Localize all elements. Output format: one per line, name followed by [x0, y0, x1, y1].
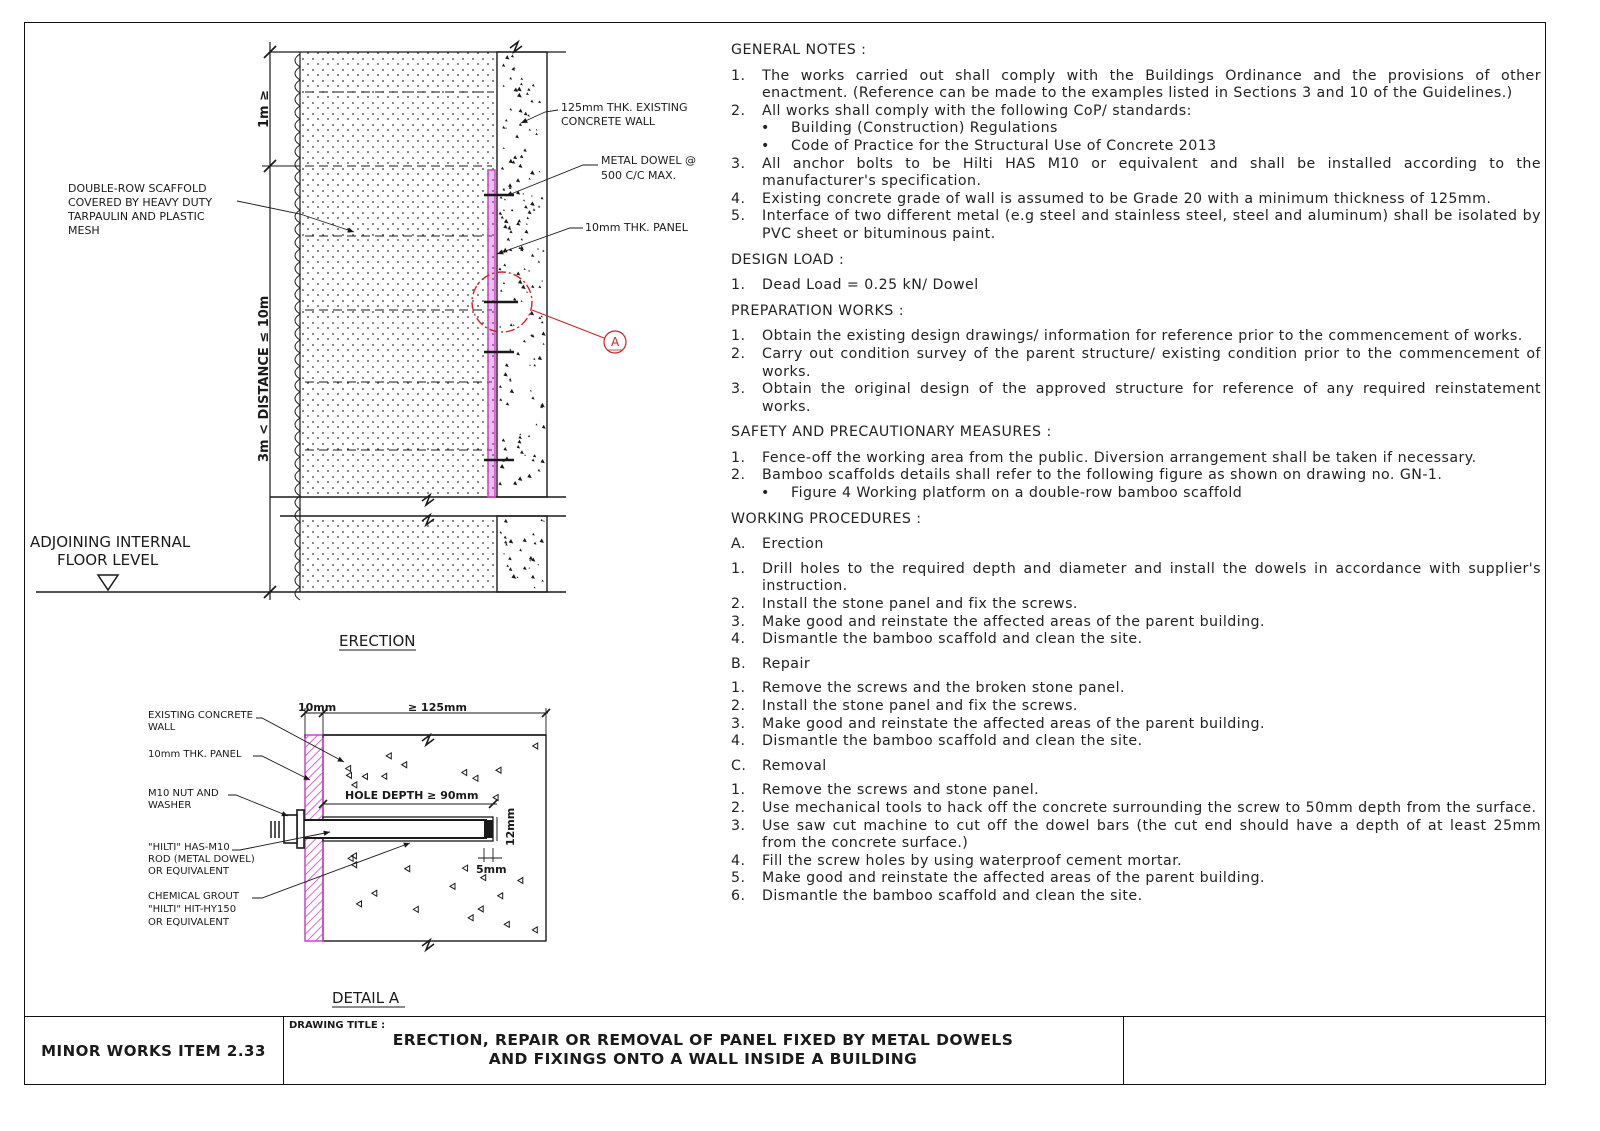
- procedure-group-heading: [731, 656, 1541, 674]
- dim-wall-text: ≥ 125mm: [408, 701, 467, 714]
- drawing-title-line-2: AND FIXINGS ONTO A WALL INSIDE A BUILDING: [488, 1050, 918, 1068]
- note-item: [731, 888, 1541, 906]
- note-item: [731, 156, 1541, 191]
- note-text: Dismantle the bamboo scaffold and clean the site.: [762, 887, 1143, 904]
- label-dowel-line-2: 500 C/C MAX.: [601, 169, 677, 182]
- detail-label-grout-1: CHEMICAL GROUT: [148, 891, 239, 902]
- tarpaulin-edge: [295, 54, 300, 600]
- bullet-icon: •: [761, 120, 770, 137]
- note-number: 2.: [731, 102, 746, 119]
- note-number: 2.: [731, 467, 746, 484]
- note-item: [731, 596, 1541, 614]
- note-text: Make good and reinstate the affected areas of the parent building.: [762, 613, 1265, 630]
- existing-concrete-wall: [497, 52, 547, 497]
- bullet-icon: •: [761, 485, 770, 502]
- note-item: [731, 614, 1541, 632]
- scaffold-fill-lower: [300, 516, 494, 592]
- note-number: 2.: [731, 596, 746, 613]
- note-number: 5.: [731, 208, 746, 225]
- note-text: Drill holes to the required depth and diameter and install the dowels in accordance with supplier's instruction.: [762, 560, 1541, 595]
- dim-main-text: 3m < DISTANCE ≤ 10m: [257, 295, 272, 462]
- note-item: [731, 561, 1541, 596]
- note-item: [731, 191, 1541, 209]
- dim-top-text: 1m ≥: [257, 89, 272, 128]
- note-number: 1.: [731, 277, 746, 294]
- procedures-heading: WORKING PROCEDURES :: [731, 510, 922, 527]
- note-item: [731, 870, 1541, 888]
- note-text: Install the stone panel and fix the screws.: [762, 596, 1078, 613]
- label-scaffold-line-2: COVERED BY HEAVY DUTY: [68, 196, 213, 209]
- procedure-letter: A.: [731, 536, 746, 553]
- drawing-title-text: [283, 1031, 1123, 1069]
- bullet-text: Figure 4 Working platform on a double-row bamboo scaffold: [791, 485, 1243, 502]
- safety-list: [731, 450, 1541, 503]
- note-item: [731, 328, 1541, 346]
- note-item: [731, 782, 1541, 800]
- procedure-group-heading: [731, 758, 1541, 776]
- note-item: [731, 733, 1541, 751]
- note-bullet: [731, 138, 1541, 156]
- note-text: Dismantle the bamboo scaffold and clean the site.: [762, 631, 1143, 648]
- note-text: Fence-off the working area from the public. Diversion arrangement shall be taken if necessary.: [762, 449, 1477, 466]
- label-wall-line-2: CONCRETE WALL: [561, 115, 656, 128]
- note-item: [731, 103, 1541, 121]
- note-text: Dead Load = 0.25 kN/ Dowel: [762, 277, 979, 294]
- note-item: [731, 467, 1541, 485]
- caption-erection: ERECTION: [339, 632, 416, 650]
- drawing-title-cell: [283, 1017, 1124, 1084]
- notes-column: [731, 36, 1541, 906]
- detail-label-wall-1: EXISTING CONCRETE: [148, 710, 253, 721]
- label-wall-line-1: 125mm THK. EXISTING: [561, 101, 688, 114]
- note-number: 2.: [731, 345, 746, 362]
- detail-label-grout-3: OR EQUIVALENT: [148, 917, 229, 928]
- note-text: Use mechanical tools to hack off the concrete surrounding the screw to 50mm depth from the surface.: [762, 799, 1537, 816]
- note-item: [731, 853, 1541, 871]
- note-item: [731, 381, 1541, 416]
- procedure-steps: [731, 782, 1541, 905]
- preparation-heading: PREPARATION WORKS :: [731, 302, 904, 319]
- note-text: Interface of two different metal (e.g steel and stainless steel, steel and aluminum) shall be isolated by PVC sheet or bituminous paint.: [762, 208, 1541, 242]
- design-load-heading: DESIGN LOAD :: [731, 251, 845, 268]
- procedure-letter: C.: [731, 757, 747, 774]
- note-text: Bamboo scaffolds details shall refer to the following figure as shown on drawing no. GN-1.: [762, 467, 1443, 484]
- note-item: [731, 698, 1541, 716]
- label-scaffold-line-1: DOUBLE-ROW SCAFFOLD: [68, 182, 207, 195]
- dim-12-text: 12mm: [504, 807, 517, 846]
- minor-works-item: MINOR WORKS ITEM 2.33: [24, 1017, 284, 1084]
- title-block: [24, 1016, 1546, 1085]
- note-text: Fill the screw holes by using waterproof cement mortar.: [762, 852, 1183, 869]
- note-bullet: [731, 485, 1541, 503]
- note-number: 1.: [731, 782, 746, 799]
- note-text: Dismantle the bamboo scaffold and clean the site.: [762, 733, 1143, 750]
- bullet-text: Code of Practice for the Structural Use of Concrete 2013: [791, 137, 1217, 154]
- detail-label-rod-1: "HILTI" HAS-M10: [148, 842, 230, 853]
- note-text: Carry out condition survey of the parent structure/ existing condition prior to the commencement of works.: [762, 345, 1541, 380]
- safety-heading: SAFETY AND PRECAUTIONARY MEASURES :: [731, 424, 1052, 441]
- procedures-list: [731, 536, 1541, 905]
- note-text: The works carried out shall comply with the Buildings Ordinance and the provisions of other enactment. (Reference can be made to the examples listed in Sections 3 and 10 of the Guidelines.): [762, 67, 1541, 102]
- note-number: 3.: [731, 613, 746, 630]
- procedure-letter: B.: [731, 655, 747, 672]
- note-text: Obtain the existing design drawings/ information for reference prior to the commencement of works.: [762, 328, 1523, 345]
- scaffold-fill: [300, 52, 494, 497]
- note-text: Make good and reinstate the affected areas of the parent building.: [762, 715, 1265, 732]
- procedure-group-heading: [731, 536, 1541, 554]
- note-text: All works shall comply with the following CoP/ standards:: [762, 102, 1192, 119]
- detail-label-rod-2: ROD (METAL DOWEL): [148, 854, 255, 865]
- note-number: 2.: [731, 799, 746, 816]
- note-number: 3.: [731, 715, 746, 732]
- detail-marker-text: A: [611, 335, 620, 349]
- note-text: Remove the screws and stone panel.: [762, 782, 1040, 799]
- erection-view: [30, 42, 696, 650]
- detail-a-view: [148, 701, 550, 1007]
- procedure-title: Erection: [762, 536, 824, 553]
- detail-label-wall-2: WALL: [148, 722, 176, 733]
- note-item: [731, 716, 1541, 734]
- note-number: 5.: [731, 870, 746, 887]
- note-item: [731, 631, 1541, 649]
- general-notes-list: [731, 68, 1541, 244]
- note-number: 4.: [731, 733, 746, 750]
- note-item: [731, 680, 1541, 698]
- note-number: 3.: [731, 817, 746, 834]
- drawing-title-label: DRAWING TITLE :: [289, 1020, 386, 1031]
- note-text: Use saw cut machine to cut off the dowel bars (the cut end should have a depth of at least 25mm from the concrete surface.): [762, 817, 1541, 852]
- detail-label-nut-2: WASHER: [148, 800, 192, 811]
- note-number: 4.: [731, 631, 746, 648]
- detail-label-nut-1: M10 NUT AND: [148, 788, 219, 799]
- note-text: All anchor bolts to be Hilti HAS M10 or equivalent and shall be installed according to the manufacturer's specification.: [762, 155, 1541, 190]
- general-notes-heading: GENERAL NOTES :: [731, 42, 867, 58]
- note-number: 1.: [731, 560, 746, 577]
- note-item: [731, 450, 1541, 468]
- note-number: 6.: [731, 887, 746, 904]
- preparation-list: [731, 328, 1541, 416]
- note-item: [731, 346, 1541, 381]
- label-dowel-line-1: METAL DOWEL @: [601, 154, 697, 167]
- washer: [297, 810, 304, 848]
- note-item: [731, 818, 1541, 853]
- procedure-title: Repair: [762, 655, 811, 672]
- label-scaffold-line-4: MESH: [68, 224, 100, 237]
- note-text: Make good and reinstate the affected areas of the parent building.: [762, 870, 1265, 887]
- detail-label-panel: 10mm THK. PANEL: [148, 749, 242, 760]
- metal-dowel-rod: [286, 820, 486, 838]
- floor-level-icon: [98, 575, 118, 590]
- caption-detail-a: DETAIL A: [332, 989, 400, 1007]
- label-floor-line-1: ADJOINING INTERNAL: [30, 533, 191, 551]
- note-text: Install the stone panel and fix the screws.: [762, 698, 1078, 714]
- procedure-steps: [731, 561, 1541, 649]
- procedure-steps: [731, 680, 1541, 750]
- note-number: 4.: [731, 852, 746, 869]
- detail-label-grout-2: "HILTI" HIT-HY150: [148, 904, 237, 915]
- label-scaffold-line-3: TARPAULIN AND PLASTIC: [68, 210, 205, 223]
- dim-panel-text: 10mm: [298, 701, 337, 714]
- note-item: [731, 277, 1541, 295]
- note-item: [731, 68, 1541, 103]
- note-text: Obtain the original design of the approved structure for reference of any required reinstatement works.: [762, 381, 1541, 415]
- note-number: 1.: [731, 67, 746, 84]
- note-number: 4.: [731, 190, 746, 207]
- note-bullet: [731, 120, 1541, 138]
- note-number: 1.: [731, 449, 746, 466]
- note-number: 3.: [731, 155, 746, 172]
- note-number: 2.: [731, 698, 746, 714]
- detail-label-rod-3: OR EQUIVALENT: [148, 866, 229, 877]
- procedure-title: Removal: [762, 757, 827, 774]
- panel-10mm: [488, 170, 495, 497]
- note-text: Remove the screws and the broken stone panel.: [762, 680, 1125, 697]
- bullet-text: Building (Construction) Regulations: [791, 120, 1058, 137]
- label-panel: 10mm THK. PANEL: [585, 221, 688, 234]
- bullet-icon: •: [761, 137, 770, 154]
- note-number: 3.: [731, 381, 746, 398]
- dim-5-text: 5mm: [476, 863, 507, 876]
- break-mark: [510, 42, 522, 52]
- drawing-title-line-1: ERECTION, REPAIR OR REMOVAL OF PANEL FIXED BY METAL DOWELS: [392, 1031, 1014, 1049]
- note-item: [731, 208, 1541, 243]
- note-item: [731, 800, 1541, 818]
- label-floor-line-2: FLOOR LEVEL: [57, 551, 159, 569]
- dim-hole-text: HOLE DEPTH ≥ 90mm: [345, 789, 479, 802]
- note-number: 1.: [731, 328, 746, 345]
- design-load-list: [731, 277, 1541, 295]
- note-text: Existing concrete grade of wall is assumed to be Grade 20 with a minimum thickness of 125mm.: [762, 190, 1492, 207]
- note-number: 1.: [731, 680, 746, 697]
